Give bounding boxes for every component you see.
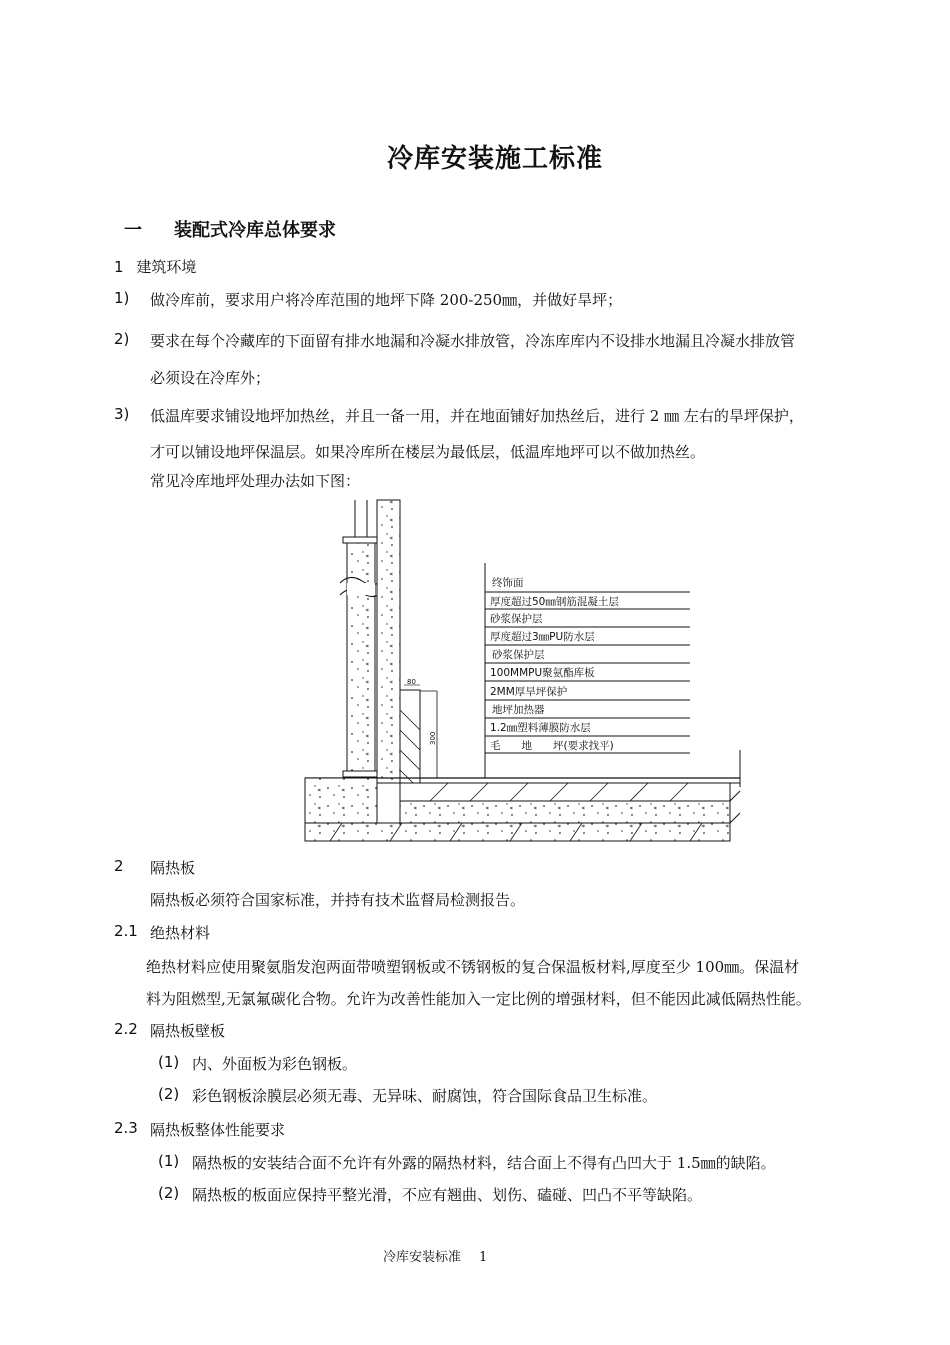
subsection-label: 绝热材料 — [150, 924, 211, 942]
section-number: 一 — [124, 220, 142, 241]
list-item-number: (2) — [158, 1184, 180, 1202]
layer-label: 毛 地 坪(要求找平) — [490, 740, 614, 752]
page-footer — [383, 1246, 487, 1265]
layer-label: 1.2㎜塑料薄膜防水层 — [490, 722, 591, 734]
list-item-text: 隔热板的板面应保持平整光滑，不应有翘曲、划伤、磕碰、凹凸不平等缺陷。 — [192, 1186, 703, 1204]
subsection-label: 建筑环境 — [136, 258, 197, 276]
layer-label: 厚度超过3㎜PU防水层 — [490, 631, 595, 643]
layer-label: 2MM厚旱坪保护 — [490, 686, 568, 698]
list-item-text: 才可以铺设地坪保温层。如果冷库所在楼层为最低层，低温库地坪可以不做加热丝。 — [150, 443, 706, 461]
list-item-number: (1) — [158, 1053, 180, 1071]
list-item-number: 2) — [114, 330, 130, 348]
list-item-text: 彩色钢板涂膜层必须无毒、无异味、耐腐蚀，符合国际食品卫生标准。 — [192, 1087, 658, 1105]
list-item-number: (1) — [158, 1152, 180, 1170]
list-item-text: 低温库要求铺设地坪加热丝，并且一备一用，并在地面铺好加热丝后，进行 2 ㎜ 左右的旱坪保护， — [150, 407, 804, 425]
dimension-label-top: 80 — [407, 678, 416, 686]
paragraph: 绝热材料应使用聚氨脂发泡两面带喷塑钢板或不锈钢板的复合保温板材料,厚度至少 100㎜。保温材 — [146, 958, 800, 976]
layer-label: 终饰面 — [492, 577, 524, 589]
list-item-text: 内、外面板为彩色钢板。 — [192, 1055, 358, 1073]
footer-text: 冷库安装标准 — [383, 1250, 462, 1265]
list-item-text: 要求在每个冷藏库的下面留有排水地漏和冷凝水排放管，冷冻库库内不设排水地漏且冷凝水排放管 — [150, 332, 796, 350]
subsection-number: 2.3 — [114, 1119, 138, 1137]
subsection-number: 2.2 — [114, 1020, 138, 1038]
layer-label: 厚度超过50㎜钢筋混凝土层 — [490, 596, 619, 608]
layer-label: 砂浆保护层 — [492, 649, 545, 661]
section-label: 装配式冷库总体要求 — [174, 220, 336, 241]
list-item-number: 1) — [114, 289, 130, 307]
floor-section-diagram — [300, 495, 745, 847]
paragraph: 隔热板必须符合国家标准，并持有技术监督局检测报告。 — [150, 891, 526, 909]
section-label: 隔热板 — [150, 859, 196, 877]
section-number: 2 — [114, 857, 124, 875]
page-number: 1 — [479, 1250, 488, 1265]
dimension-label-side: 300 — [429, 731, 437, 745]
layer-label: 地坪加热器 — [492, 704, 545, 716]
page-title: 冷库安装施工标准 — [386, 144, 603, 174]
layer-label: 砂浆保护层 — [490, 613, 543, 625]
layer-label: 100MMPU聚氨酯库板 — [490, 667, 595, 679]
list-item-number: (2) — [158, 1085, 180, 1103]
subsection-label: 隔热板壁板 — [150, 1022, 226, 1040]
section-heading-main — [124, 216, 336, 242]
list-item-number: 3) — [114, 405, 130, 423]
subsection-number: 1 — [114, 258, 124, 276]
subsection-number: 2.1 — [114, 922, 138, 940]
paragraph: 料为阻燃型,无氯氟碳化合物。允许为改善性能加入一定比例的增强材料，但不能因此减低隔热性能。 — [146, 990, 811, 1008]
list-item-text: 隔热板的安装结合面不允许有外露的隔热材料，结合面上不得有凸凹大于 1.5㎜的缺陷。 — [192, 1154, 776, 1172]
subsection-label: 隔热板整体性能要求 — [150, 1121, 286, 1139]
figure-caption: 常见冷库地坪处理办法如下图： — [150, 472, 361, 490]
list-item-text: 必须设在冷库外； — [150, 369, 271, 387]
list-item-text: 做冷库前，要求用户将冷库范围的地坪下降 200-250㎜，并做好旱坪； — [150, 291, 623, 309]
subsection-heading — [114, 256, 196, 277]
